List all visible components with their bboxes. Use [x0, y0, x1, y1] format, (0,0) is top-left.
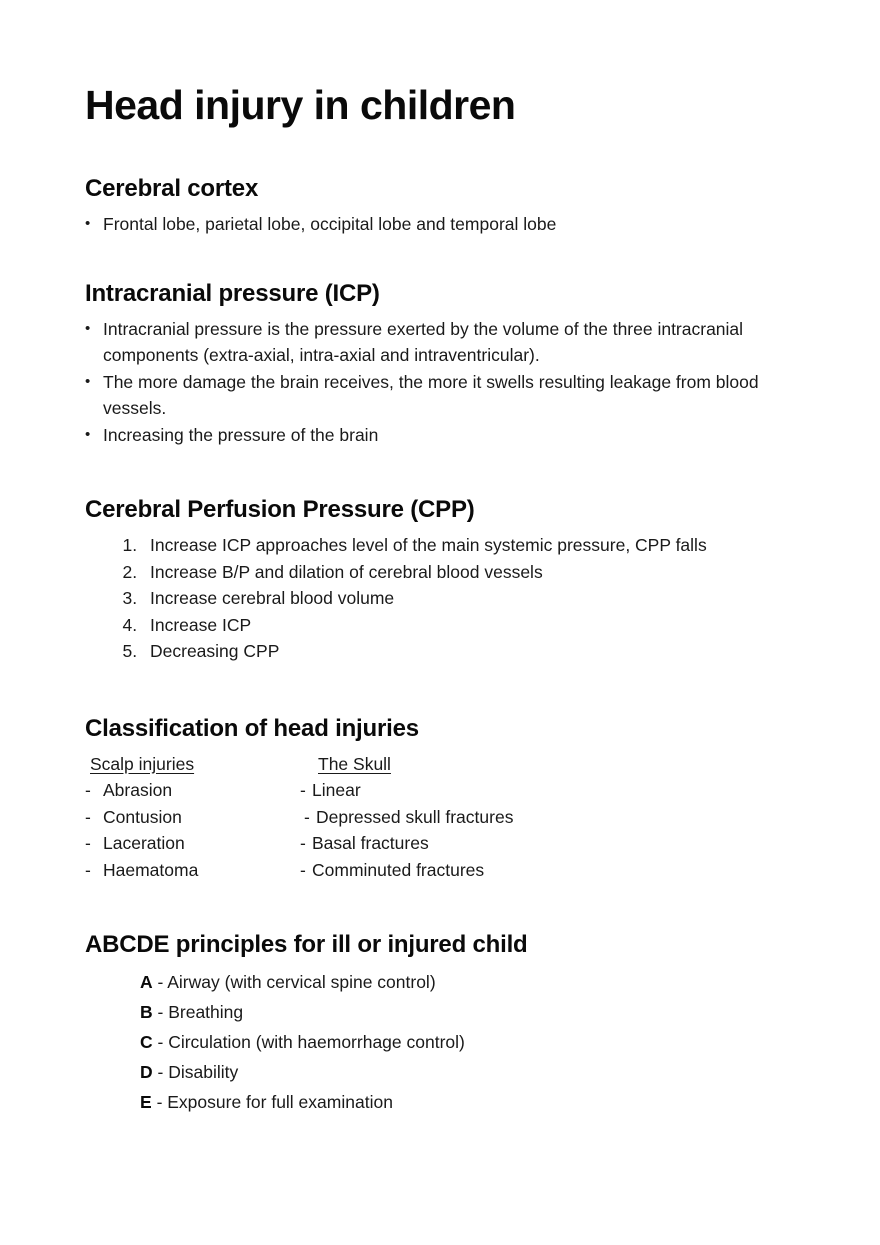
cell-text: Depressed skull fractures [316, 806, 514, 827]
abcde-letter: E [140, 1092, 152, 1112]
abcde-letter: A [140, 972, 153, 992]
list-item-text: - Circulation (with haemorrhage control) [157, 1032, 465, 1052]
cell-text: Abrasion [103, 780, 173, 800]
list-item-text: Intracranial pressure is the pressure exerted by the volume of the three intracranial components (extra-axial, intra-axial and intraventricular). [103, 318, 744, 365]
page-title: Head injury in children [85, 82, 516, 128]
list-item: 1. Increase ICP approaches level of the main systemic pressure, CPP falls [142, 532, 810, 559]
cell-text: Comminuted fractures [312, 859, 485, 880]
table-row-cell [85, 830, 300, 857]
dash-icon: - [85, 859, 91, 880]
list-item [85, 211, 810, 238]
dash-icon: - [300, 780, 306, 800]
dash-icon: - [304, 806, 310, 827]
list-item: 4. Increase ICP [142, 612, 810, 639]
section-heading-cpp: Cerebral Perfusion Pressure (CPP) [85, 496, 475, 523]
section-heading-classification: Classification of head injuries [85, 714, 419, 742]
list-item-text: Increasing the pressure of the brain [103, 424, 379, 445]
bullet-icon: • [85, 372, 91, 390]
column-header-scalp-injuries: Scalp injuries [90, 753, 195, 774]
section-heading-icp: Intracranial pressure (ICP) [85, 279, 380, 307]
abcde-list [85, 967, 810, 1117]
table-row-cell [85, 857, 300, 884]
section-heading-abcde: ABCDE principles for ill or injured child [85, 931, 528, 958]
list-item-text: - Disability [157, 1062, 239, 1082]
list-item-text: Frontal lobe, parietal lobe, occipital lobe and temporal lobe [103, 214, 557, 234]
list-item [140, 1027, 810, 1057]
bullet-icon: • [85, 215, 91, 232]
column-header-the-skull: The Skull [318, 753, 391, 774]
bullet-icon: • [85, 319, 91, 337]
cell-text: Laceration [103, 833, 185, 853]
dash-icon: - [85, 806, 91, 827]
dash-icon: - [85, 780, 91, 800]
list-item: 2. Increase B/P and dilation of cerebral blood vessels [142, 559, 810, 586]
cell-text: Basal fractures [312, 833, 429, 853]
table-row-cell [300, 804, 810, 831]
cpp-numbered-list [85, 532, 810, 665]
cell-text: Linear [312, 780, 361, 800]
dash-icon: - [300, 859, 306, 880]
list-item [140, 1087, 810, 1117]
list-item-text: The more damage the brain receives, the more it swells resulting leakage from blood vessels. [103, 371, 759, 418]
section-abcde [85, 931, 810, 1117]
dash-icon: - [300, 833, 306, 853]
list-item [85, 369, 810, 422]
abcde-letter: D [140, 1062, 153, 1082]
classification-table [85, 751, 810, 884]
section-heading-cerebral-cortex: Cerebral cortex [85, 175, 259, 202]
list-item: 3. Increase cerebral blood volume [142, 585, 810, 612]
table-row-cell [85, 804, 300, 831]
table-row-cell [300, 857, 810, 884]
list-item [85, 316, 810, 369]
table-row-cell [300, 777, 810, 804]
section-icp [85, 280, 810, 449]
list-item-text: - Breathing [157, 1002, 244, 1022]
dash-icon: - [85, 833, 91, 853]
list-item [140, 967, 810, 997]
abcde-letter: C [140, 1032, 153, 1052]
list-item: 5. Decreasing CPP [142, 638, 810, 665]
table-row-cell [300, 830, 810, 857]
list-item [140, 997, 810, 1027]
abcde-letter: B [140, 1002, 153, 1022]
section-cerebral-cortex [85, 175, 810, 238]
cell-text: Haematoma [103, 859, 199, 880]
bullet-icon: • [85, 425, 91, 443]
list-item [85, 422, 810, 449]
cell-text: Contusion [103, 806, 182, 827]
section-classification [85, 715, 810, 884]
section-cpp [85, 496, 810, 665]
list-item-text: - Airway (with cervical spine control) [157, 972, 436, 992]
list-item [140, 1057, 810, 1087]
list-item-text: - Exposure for full examination [156, 1092, 393, 1112]
table-row-cell [85, 777, 300, 804]
